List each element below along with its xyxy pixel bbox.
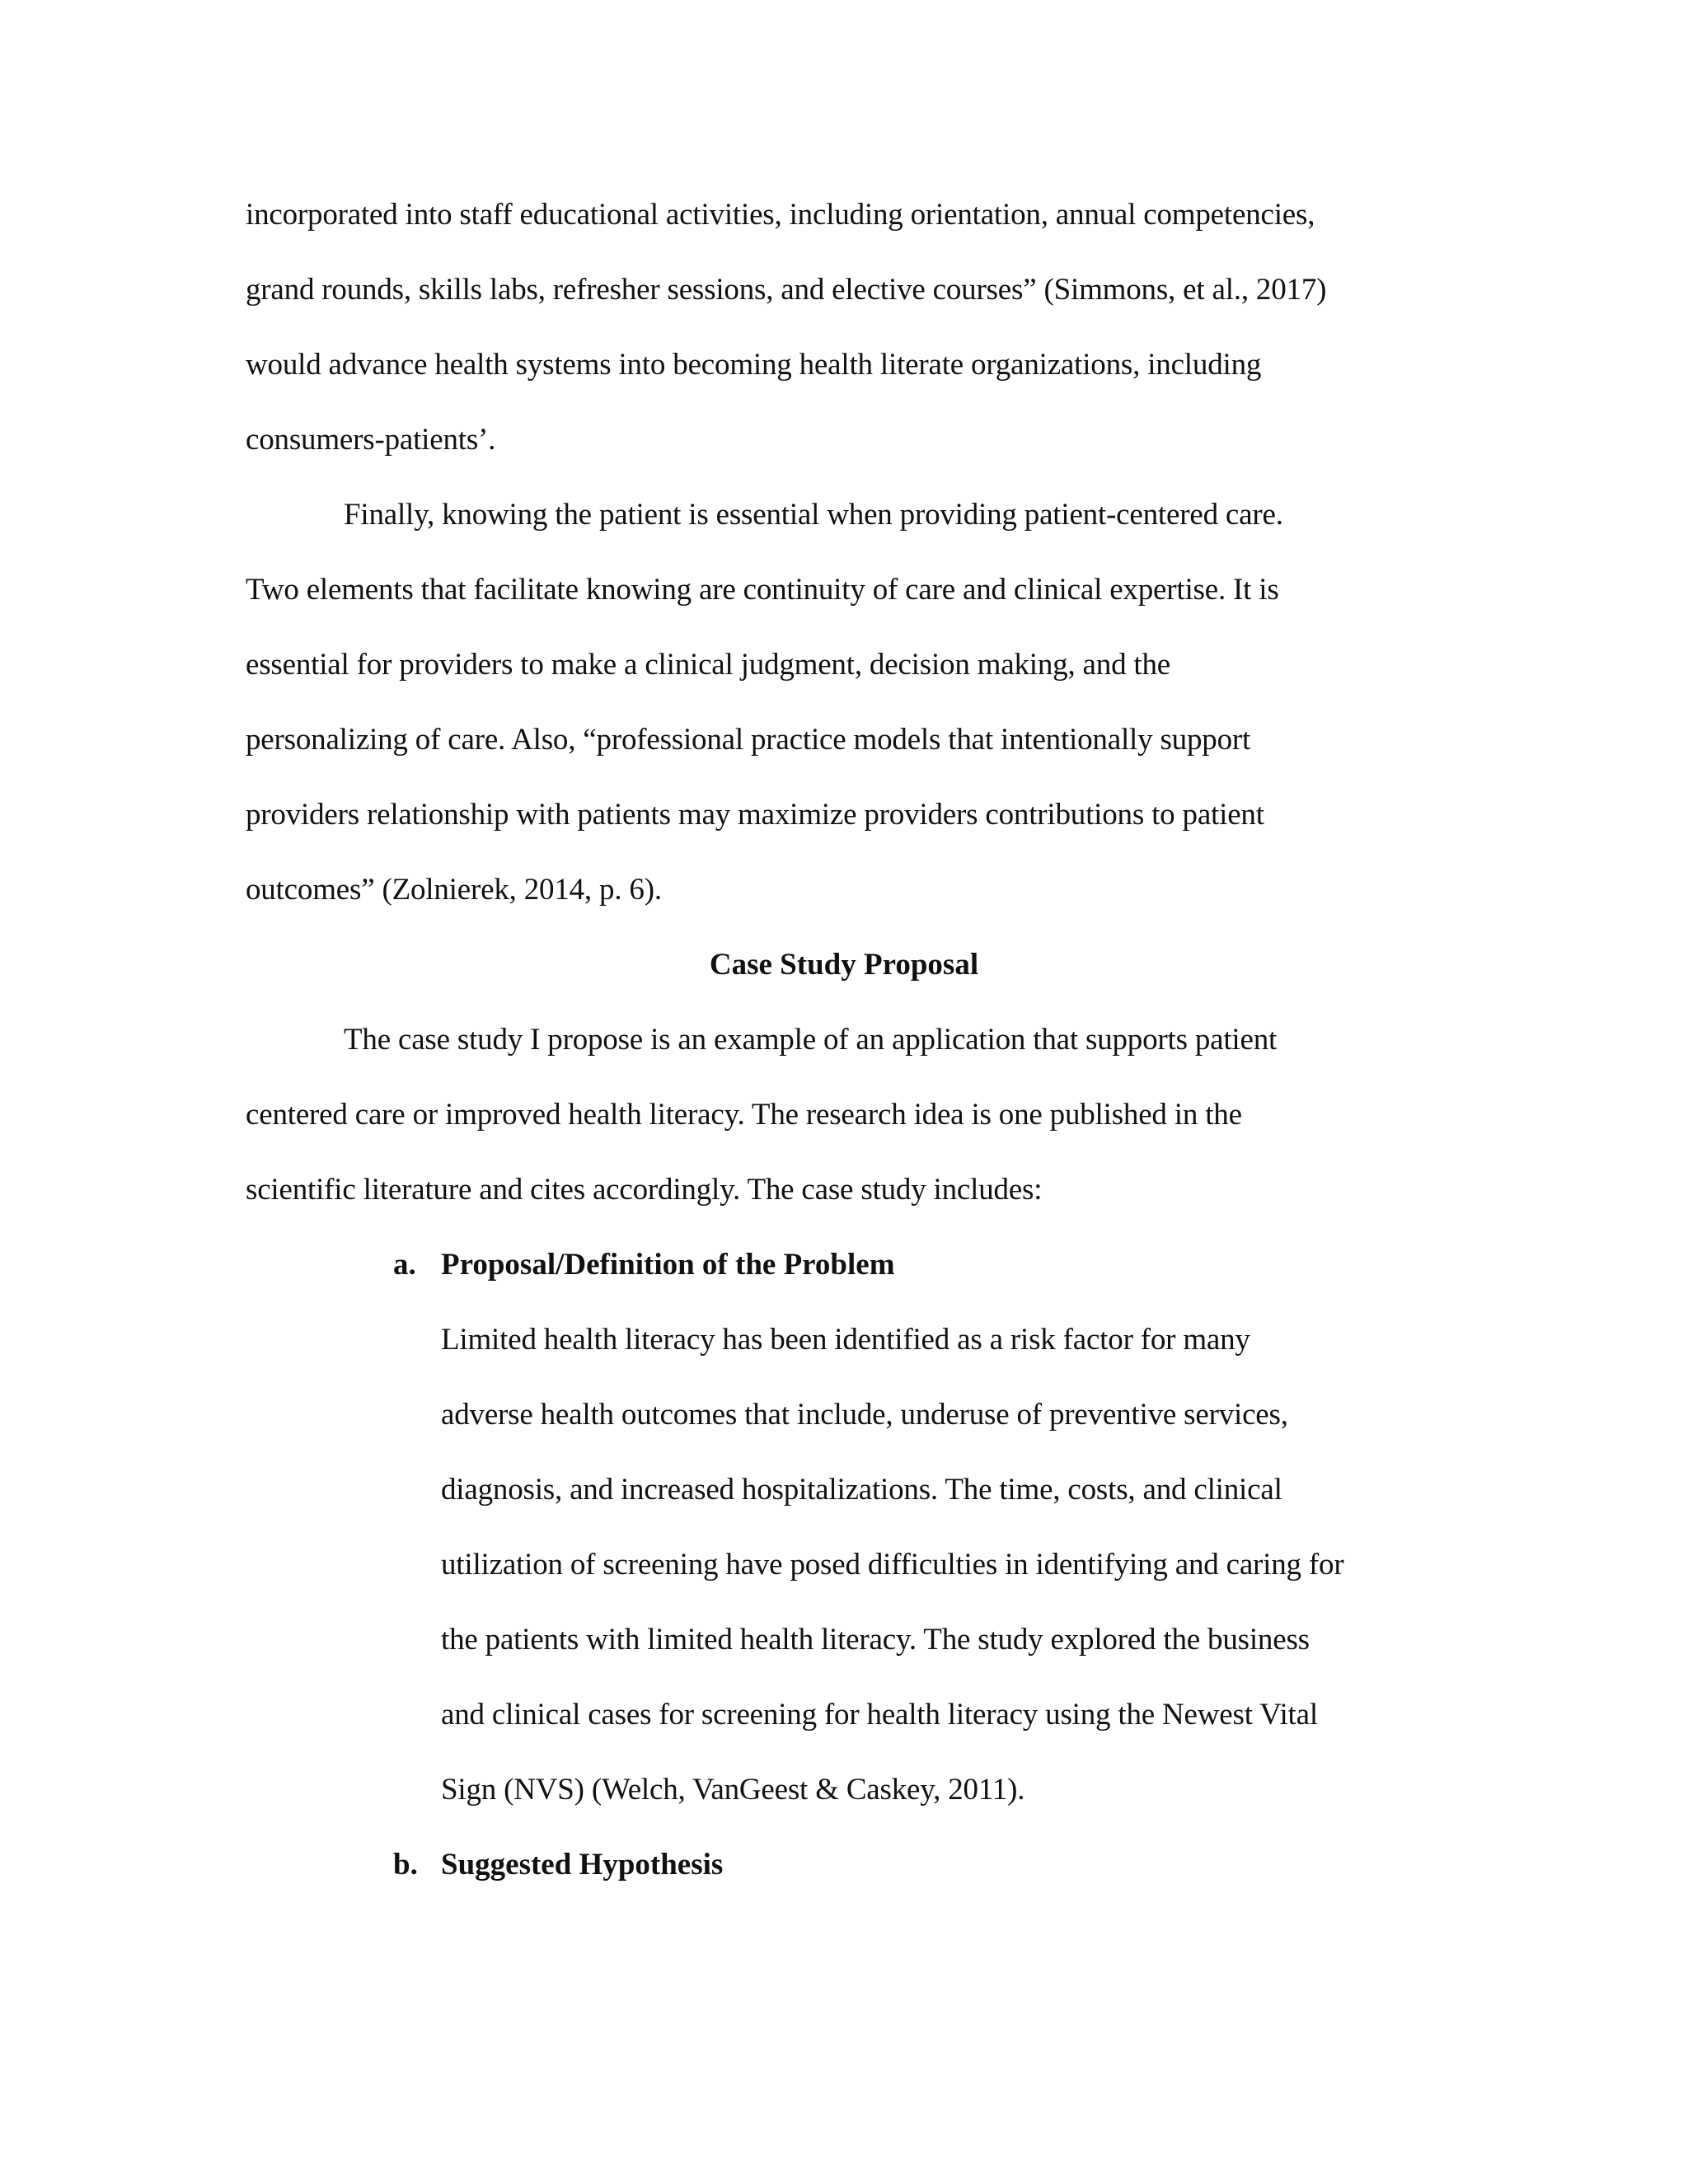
paragraph-line: consumers-patients’.	[246, 423, 496, 457]
paragraph-line: grand rounds, skills labs, refresher sessions, and elective courses” (Simmons, et al., 2017)	[246, 273, 1327, 307]
paragraph-line: would advance health systems into becoming health literate organizations, including	[246, 348, 1262, 382]
paragraph-line: Finally, knowing the patient is essential when providing patient-centered care.	[344, 498, 1283, 532]
paragraph-line: centered care or improved health literacy. The research idea is one published in the	[246, 1098, 1242, 1132]
list-body-line: diagnosis, and increased hospitalizations. The time, costs, and clinical	[441, 1473, 1282, 1507]
list-body-line: Sign (NVS) (Welch, VanGeest & Caskey, 2011).	[441, 1773, 1025, 1807]
section-heading: Case Study Proposal	[709, 948, 979, 982]
paragraph-line: incorporated into staff educational activities, including orientation, annual competencies,	[246, 198, 1315, 232]
list-body-line: utilization of screening have posed difficulties in identifying and caring for	[441, 1548, 1344, 1582]
paragraph-line: personalizing of care. Also, “professional practice models that intentionally support	[246, 723, 1251, 757]
paragraph-line: providers relationship with patients may maximize providers contributions to patient	[246, 798, 1264, 832]
list-body-line: Limited health literacy has been identified as a risk factor for many	[441, 1323, 1250, 1357]
list-item-title: Proposal/Definition of the Problem	[441, 1248, 895, 1282]
paragraph-line: scientific literature and cites accordingly. The case study includes:	[246, 1173, 1043, 1207]
paragraph-line: essential for providers to make a clinical judgment, decision making, and the	[246, 648, 1171, 682]
paragraph-line: outcomes” (Zolnierek, 2014, p. 6).	[246, 873, 662, 907]
list-body-line: adverse health outcomes that include, underuse of preventive services,	[441, 1398, 1288, 1432]
paragraph-line: Two elements that facilitate knowing are continuity of care and clinical expertise. It is	[246, 573, 1279, 607]
list-marker: b.	[393, 1848, 418, 1882]
paragraph-line: The case study I propose is an example of an application that supports patient	[344, 1023, 1278, 1057]
list-item-title: Suggested Hypothesis	[441, 1848, 724, 1882]
list-marker: a.	[393, 1248, 416, 1282]
list-body-line: and clinical cases for screening for health literacy using the Newest Vital	[441, 1698, 1318, 1732]
list-body-line: the patients with limited health literacy. The study explored the business	[441, 1623, 1310, 1657]
